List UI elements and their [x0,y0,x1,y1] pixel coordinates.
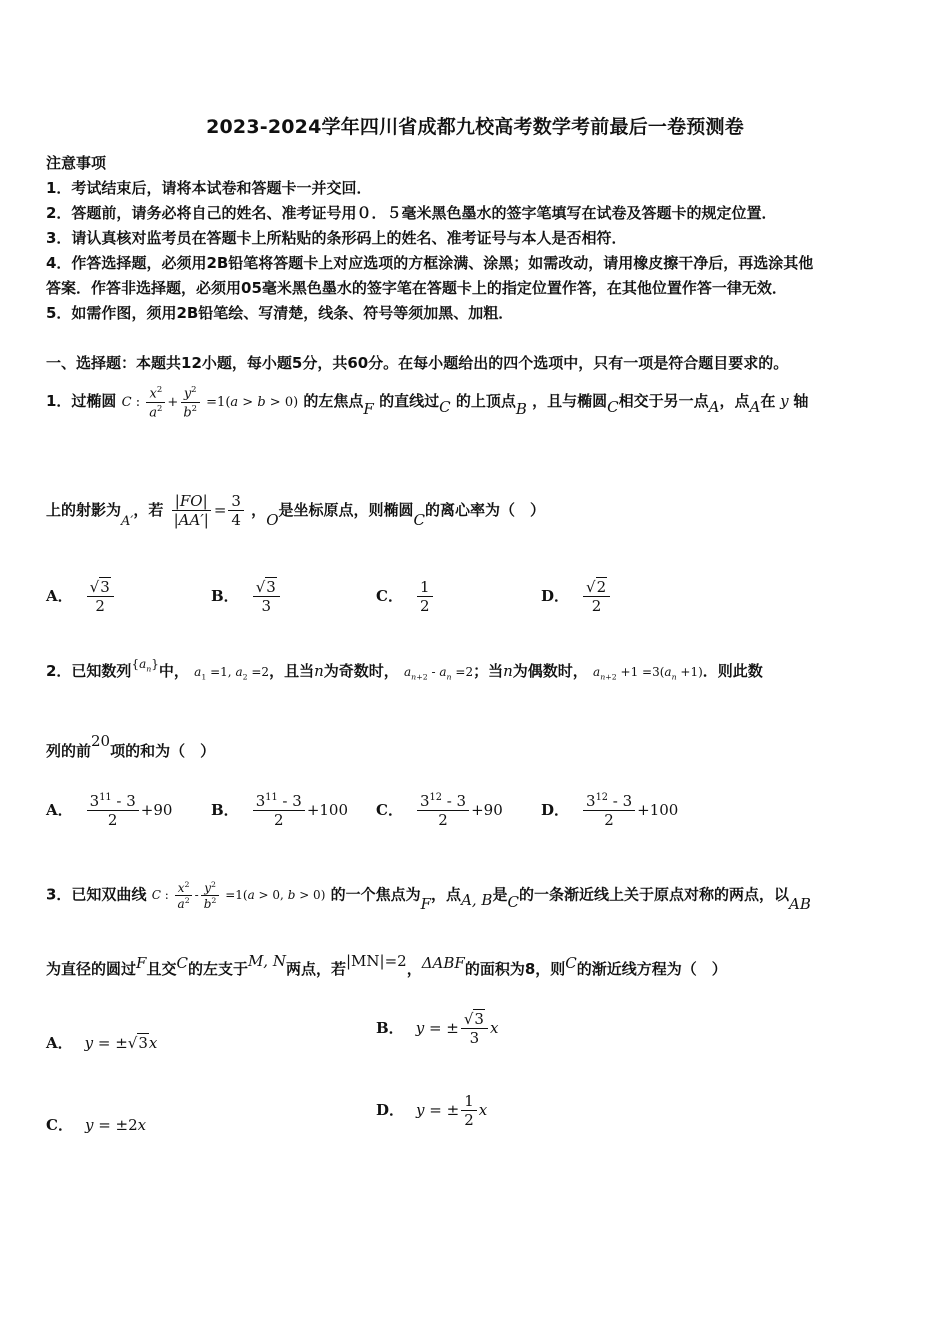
notice-item: 1．考试结束后，请将本试卷和答题卡一并交回． [46,179,372,197]
notice-item: 5．如需作图，须用2B铅笔绘、写清楚，线条、符号等须加黑、加粗． [46,304,514,322]
q3-option-a[interactable]: A． y = ±√3x [46,1034,158,1052]
q3-option-c[interactable]: C． y = ±2x [46,1116,147,1134]
q1-option-b[interactable]: B． $\frac{√3}{3}$ [211,578,282,615]
page-title: 2023-2024学年四川省成都九校高考数学考前最后一卷预测卷 [206,116,744,138]
question-1-line-1: 1．过椭圆 C : $\frac{x^2}{a^2}$ + $\frac{y^2}{b^2}$ =1(a > b > 0) 的左焦点F 的直线过C 的上顶点B ，且与椭圆C相交于另一点A，点A在 y 轴 [46,384,809,421]
q2-option-b[interactable]: B． $\frac{3^{11} - 3}{2}$ +100 [211,792,349,829]
ratio-expression: $\frac{|FO|}{|AA'|}$ = $\frac{3}{4}$ [169,501,246,519]
question-2-line-2: 列的前20项的和为（ ） [46,732,216,760]
notice-item: 答案．作答非选择题，必须用05毫米黑色墨水的签字笔在答题卡上的指定位置作答，在其他位置作答一律无效． [46,279,787,297]
q1-option-d[interactable]: D． $\frac{√2}{2}$ [541,578,612,615]
notice-item: 3．请认真核对监考员在答题卡上所粘贴的条形码上的姓名、准考证号与本人是否相符． [46,229,627,247]
notice-item: 4．作答选择题，必须用2B铅笔将答题卡上对应选项的方框涂满、涂黑；如需改动，请用橡皮擦干净后，再选涂其他 [46,254,814,272]
hyperbola-equation: C : $\frac{x^2}{a^2}$ - $\frac{y^2}{b^2}$ =1(a > 0, b > 0) [151,880,326,912]
q3-option-d[interactable]: D． y = ± $\frac{1}{2}$ x [376,1092,488,1129]
q2-option-a[interactable]: A． $\frac{3^{11} - 3}{2}$ +90 [46,792,173,829]
q2-option-d[interactable]: D． $\frac{3^{12} - 3}{2}$ +100 [541,792,679,829]
ellipse-equation: C : $\frac{x^2}{a^2}$ + $\frac{y^2}{b^2}$ =1(a > b > 0) [121,384,299,421]
q1-option-a[interactable]: A． $\frac{√3}{2}$ [46,578,116,615]
section-heading: 一、选择题：本题共12小题，每小题5分，共60分。在每小题给出的四个选项中，只有一项是符合题目要求的。 [46,354,789,372]
q2-option-c[interactable]: C． $\frac{3^{12} - 3}{2}$ +90 [376,792,503,829]
q3-option-b[interactable]: B． y = ± $\frac{√3}{3}$ x [376,1010,499,1047]
question-2-line-1: 2．已知数列$^{\{a_n\}}$中， $a_1 =1$, $a_2 =2$，且当n为奇数时， $a_{n+2} - a_n =2$；当n为偶数时， $a_{n+2} +1 =3(a_n +1)$．则此数 [46,657,763,682]
notice-heading: 注意事项 [46,154,107,172]
question-3-line-2: 为直径的圆过F且交C的左支于M, N两点，若|MN|=2，ΔABF的面积为8，则C的渐近线方程为（ ） [46,952,727,978]
question-3-line-1: 3．已知双曲线 C : $\frac{x^2}{a^2}$ - $\frac{y^2}{b^2}$ =1(a > 0, b > 0) 的一个焦点为F，点A, B是C的一条渐近线上关于原点对称的两点，以AB [46,880,811,914]
q1-option-c[interactable]: C． $\frac{1}{2}$ [376,578,435,615]
question-1-line-2: 上的射影为A′，若 $\frac{|FO|}{|AA'|}$ = $\frac{3}{4}$ ，O是坐标原点，则椭圆C的离心率为（ ） [46,492,546,529]
notice-item: 2．答题前，请务必将自己的姓名、准考证号用０．５毫米黑色墨水的签字笔填写在试卷及答题卡的规定位置． [46,204,777,222]
